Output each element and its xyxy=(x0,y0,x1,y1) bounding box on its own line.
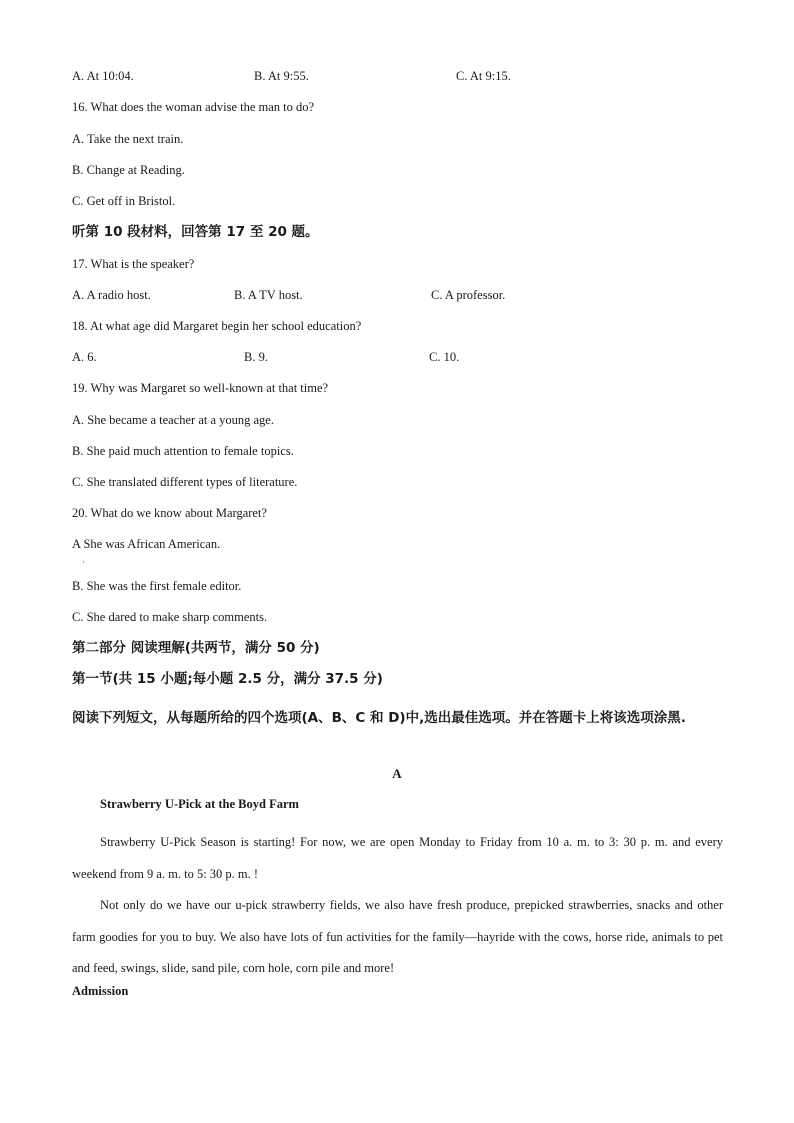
q15-option-b: B. At 9:55. xyxy=(254,69,309,83)
q18-option-a: A. 6. xyxy=(72,350,97,364)
q16-option-a: A. Take the next train. xyxy=(72,132,184,146)
q18-option-c: C. 10. xyxy=(429,350,460,364)
q15-option-c: C. At 9:15. xyxy=(456,69,511,83)
admission-heading: Admission xyxy=(72,984,129,998)
passage-paragraph-2: Not only do we have our u-pick strawberry fields, we also have fresh produce, prepicked strawberries, snacks and other farm goodies for you to buy. We also have lots of fun activities for the family—hayride with the cows, horse ride, animals to pet and feed, swings, slide, sand pile, corn hole, corn pile and more! xyxy=(72,898,723,975)
q17-option-c: C. A professor. xyxy=(431,288,506,302)
q19-option-a: A. She became a teacher at a young age. xyxy=(72,413,274,427)
q19-option-b: B. She paid much attention to female topics. xyxy=(72,444,294,458)
section-10-heading: 听第 10 段材料，回答第 17 至 20 题。 xyxy=(72,224,319,240)
part2-heading: 第二部分 阅读理解(共两节，满分 50 分) xyxy=(72,640,320,656)
q17-option-a: A. A radio host. xyxy=(72,288,151,302)
q15-option-a: A. At 10:04. xyxy=(72,69,134,83)
q18-question: 18. At what age did Margaret begin her school education? xyxy=(72,319,362,333)
q19-question: 19. Why was Margaret so well-known at that time? xyxy=(72,381,329,395)
passage-paragraph-1: Strawberry U-Pick Season is starting! For now, we are open Monday to Friday from 10 a. m. to 3: 30 p. m. and every weekend from 9 a. m. to 5: 30 p. m. ! xyxy=(72,835,723,881)
q17-option-b: B. A TV host. xyxy=(234,288,303,302)
q20-question: 20. What do we know about Margaret? xyxy=(72,506,267,520)
reading-instruction: 阅读下列短文，从每题所给的四个选项(A、B、C 和 D)中,选出最佳选项。并在答题卡上将该选项涂黑. xyxy=(72,710,686,726)
stray-dot-mark: · xyxy=(82,558,85,567)
q16-option-b: B. Change at Reading. xyxy=(72,163,185,177)
q20-option-b: B. She was the first female editor. xyxy=(72,579,242,593)
q19-option-c: C. She translated different types of literature. xyxy=(72,475,298,489)
passage-letter: A xyxy=(392,766,402,781)
q18-option-b: B. 9. xyxy=(244,350,268,364)
q16-question: 16. What does the woman advise the man to do? xyxy=(72,100,315,114)
q17-question: 17. What is the speaker? xyxy=(72,257,195,271)
q20-option-c: C. She dared to make sharp comments. xyxy=(72,610,268,624)
section1-heading: 第一节(共 15 小题;每小题 2.5 分，满分 37.5 分) xyxy=(72,671,383,687)
passage-title: Strawberry U-Pick at the Boyd Farm xyxy=(100,797,299,811)
q20-option-a: A She was African American. xyxy=(72,537,221,551)
q16-option-c: C. Get off in Bristol. xyxy=(72,194,176,208)
